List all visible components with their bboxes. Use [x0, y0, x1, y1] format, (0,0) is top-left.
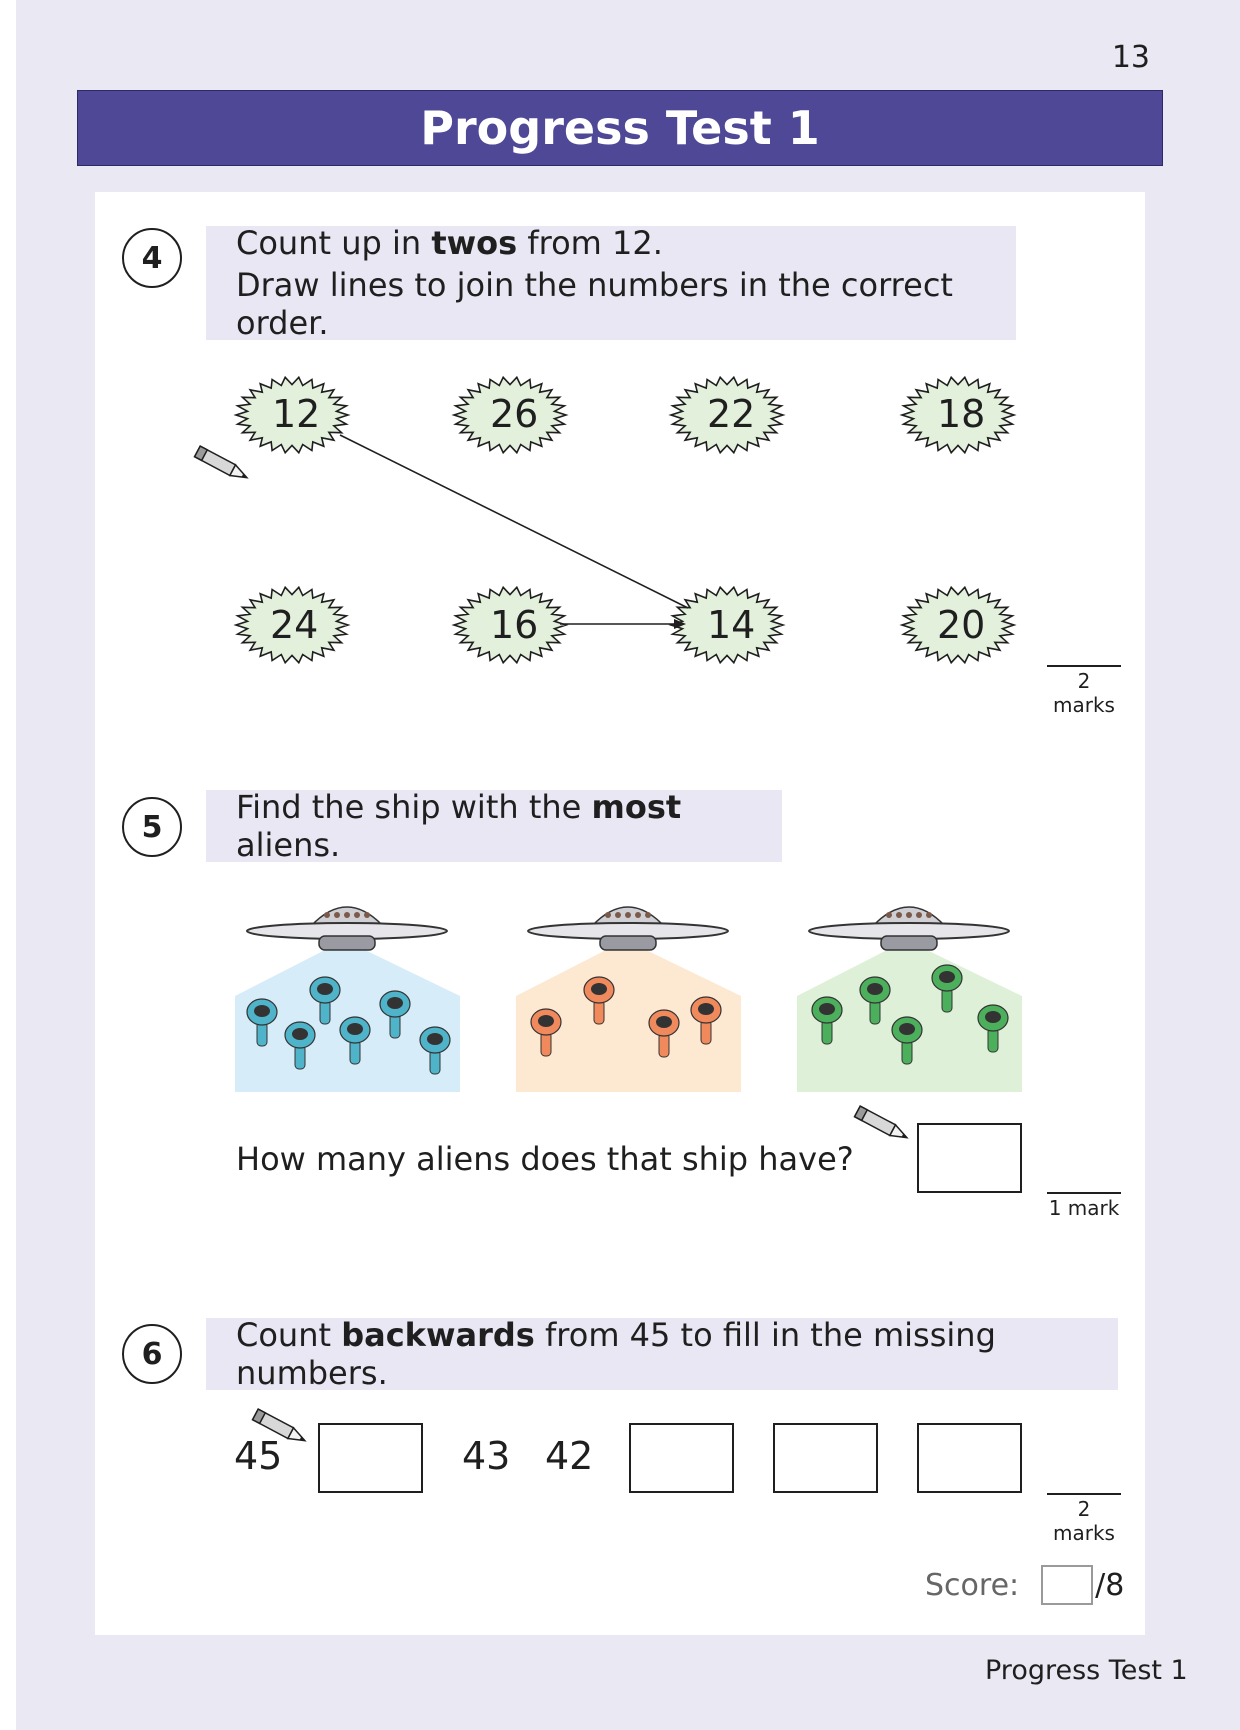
ship-light [615, 912, 621, 918]
ship-base [319, 936, 375, 950]
ship-light [625, 912, 631, 918]
ship-light [605, 912, 611, 918]
score-total: /8 [1095, 1567, 1125, 1603]
question-5-answer-box[interactable] [917, 1123, 1022, 1193]
ship-base [881, 936, 937, 950]
ship-light [906, 912, 912, 918]
question-6-prompt [206, 1318, 1118, 1390]
ship-light [916, 912, 922, 918]
sequence-number: 43 [462, 1434, 511, 1478]
ship-light [645, 912, 651, 918]
sequence-number: 42 [545, 1434, 594, 1478]
star-number: 20 [937, 603, 986, 647]
question-4-number: 4 [122, 228, 182, 288]
ship-light [324, 912, 330, 918]
ship-light [635, 912, 641, 918]
question-6-number: 6 [122, 1324, 182, 1384]
question-4-line-1: Count up in twos from 12. [236, 224, 663, 262]
star-number: 26 [490, 392, 539, 436]
page-title: Progress Test 1 [77, 90, 1163, 166]
star-number: 14 [707, 603, 756, 647]
ship-light [886, 912, 892, 918]
question-5-line: Find the ship with the most aliens. [236, 788, 682, 864]
star-number: 24 [270, 603, 319, 647]
question-5-marks: 1 mark [1047, 1192, 1121, 1220]
question-5-sub-question: How many aliens does that ship have? [236, 1140, 854, 1178]
sequence-number: 45 [234, 1434, 283, 1478]
ship-light [354, 912, 360, 918]
score-label: Score: [925, 1567, 1020, 1603]
sequence-answer-box[interactable] [629, 1423, 734, 1493]
blue-ship [235, 907, 460, 1092]
footer-title: Progress Test 1 [985, 1655, 1188, 1686]
star-number: 22 [707, 392, 756, 436]
score-input-box[interactable] [1041, 1565, 1093, 1605]
star-number: 16 [490, 603, 539, 647]
sequence-answer-box[interactable] [773, 1423, 878, 1493]
ship-light [364, 912, 370, 918]
ship-light [926, 912, 932, 918]
ship-light [896, 912, 902, 918]
star-number: 12 [272, 392, 321, 436]
pencil-icon [850, 1105, 916, 1145]
ship-light [344, 912, 350, 918]
sequence-answer-box[interactable] [917, 1423, 1022, 1493]
question-5-number: 5 [122, 797, 182, 857]
orange-ship [516, 907, 741, 1092]
question-6-marks: 2 marks [1047, 1493, 1121, 1545]
ship-light [334, 912, 340, 918]
sequence-answer-box[interactable] [318, 1423, 423, 1493]
green-ship [797, 907, 1022, 1092]
ship-base [600, 936, 656, 950]
question-4-line-2: Draw lines to join the numbers in the correct order. [236, 266, 953, 342]
page-number: 13 [1111, 40, 1150, 75]
question-6-line: Count backwards from 45 to fill in the missing numbers. [236, 1316, 996, 1392]
question-4-marks: 2 marks [1047, 665, 1121, 717]
star-number: 18 [937, 392, 986, 436]
score-area [925, 1565, 1124, 1605]
